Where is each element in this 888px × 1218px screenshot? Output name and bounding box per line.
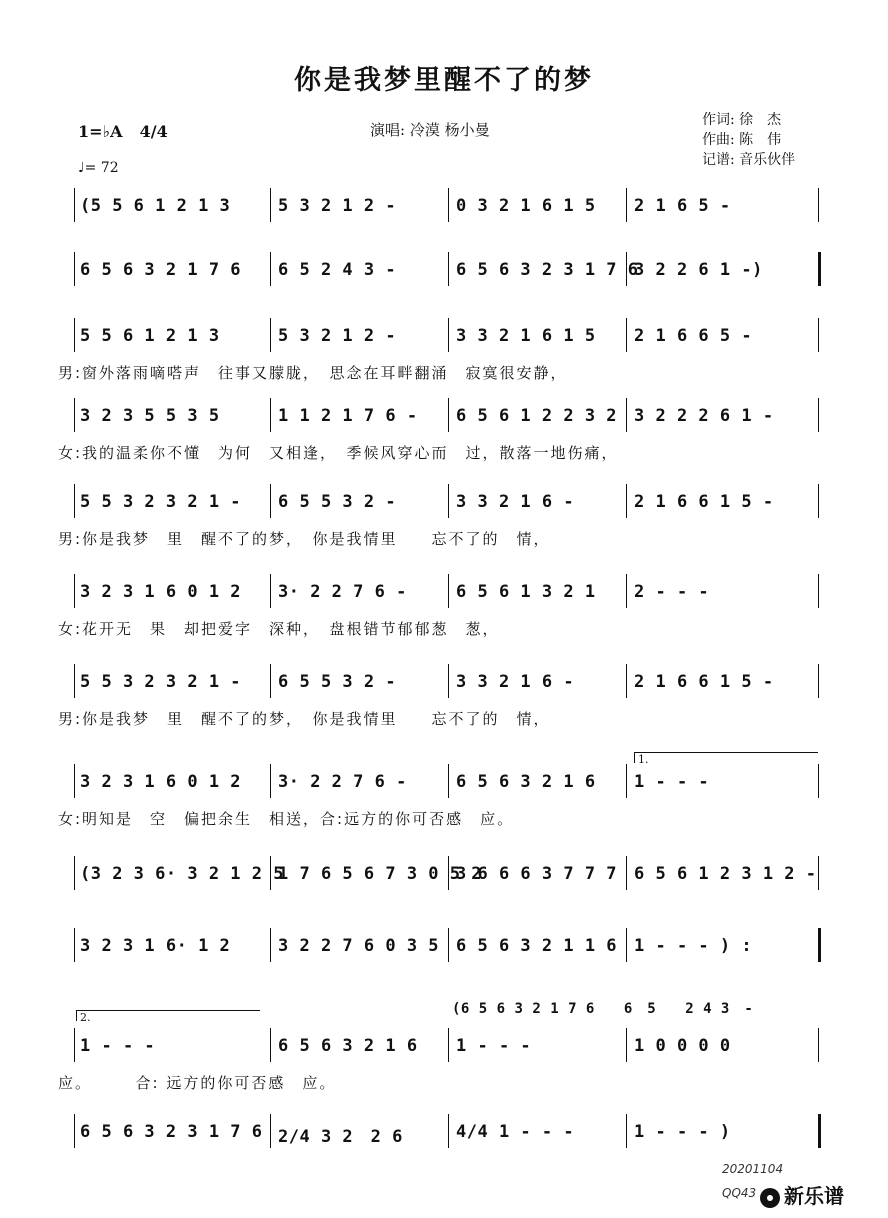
measure: 6 5 6 1 3 2 1	[456, 582, 596, 602]
score-system	[74, 936, 824, 962]
score-system	[74, 326, 824, 352]
measure: 3 2 3 5 5 3 5	[80, 406, 220, 426]
bar-line	[74, 398, 75, 432]
bar-line	[74, 1114, 75, 1148]
measure: 4/4 1 - - -	[456, 1122, 575, 1142]
measure: (3 2 3 6· 3 2 1 2 5	[80, 864, 284, 884]
measure: 2 - - -	[634, 582, 710, 602]
measure: 6 5 6 1 2 3 1 2 -	[634, 864, 817, 884]
bar-line	[626, 928, 627, 962]
measure: 3 3 2 1 6 -	[456, 492, 575, 512]
measure: 6 5 6 1 2 2 3 2	[456, 406, 618, 426]
bar-line	[818, 318, 819, 352]
measure: 3 2 3 1 6· 1 2	[80, 936, 231, 956]
bar-line	[448, 664, 449, 698]
measure: 2 1 6 5 -	[634, 196, 731, 216]
bar-line	[270, 188, 271, 222]
bar-line	[818, 856, 819, 890]
measure: 5 3 2 1 2 -	[278, 326, 397, 346]
bar-line	[74, 764, 75, 798]
footer-qq: QQ43	[722, 1186, 757, 1200]
bar-line	[448, 928, 449, 962]
key-label: 1=♭A	[78, 122, 123, 141]
bar-line	[270, 664, 271, 698]
bar-line	[818, 1028, 819, 1062]
bar-line	[74, 252, 75, 286]
measure: 6 5 6 3 2 1 6	[278, 1036, 418, 1056]
measure: 5 5 3 2 3 2 1 -	[80, 672, 242, 692]
bar-line	[74, 188, 75, 222]
bar-line	[448, 318, 449, 352]
measure: 2/4 3 2 2 6	[278, 1127, 403, 1147]
measure: 3· 2 2 7 6 -	[278, 582, 407, 602]
measure: 5 5 3 2 3 2 1 -	[80, 492, 242, 512]
score-system	[74, 406, 824, 432]
measure: 2 1 6 6 1 5 -	[634, 672, 774, 692]
measure: 6 5 2 4 3 -	[278, 260, 397, 280]
measure: (5 5 6 1 2 1 3	[80, 196, 231, 216]
score-system	[74, 772, 824, 798]
bar-line	[626, 664, 627, 698]
bar-line	[818, 398, 819, 432]
accompaniment-line: (6 5 6 3 2 1 7 6 6 5 2 4 3 -	[452, 1001, 754, 1017]
bar-line	[626, 856, 627, 890]
score-system	[74, 1122, 824, 1148]
bar-line	[270, 398, 271, 432]
score-system	[74, 582, 824, 608]
bar-line	[818, 484, 819, 518]
lyric-line: 男:窗外落雨嘀嗒声 往事又朦胧， 思念在耳畔翻涌 寂寞很安静，	[58, 364, 568, 382]
brand-name: 新乐谱	[784, 1184, 844, 1208]
lyricist-credit: 作词: 徐 杰	[702, 112, 782, 128]
bar-line	[74, 318, 75, 352]
time-signature: 4/4	[139, 122, 168, 141]
bar-line	[270, 484, 271, 518]
score-system	[74, 492, 824, 518]
measure: 6 5 6 3 2 1 7 6	[80, 260, 242, 280]
bar-line	[270, 928, 271, 962]
measure: 6 5 6 3 2 1 6	[456, 772, 596, 792]
measure: 1 7 6 5 6 7 3 0 5 2	[278, 864, 482, 884]
bar-line	[818, 928, 821, 962]
lyric-line: 应。 合: 远方的你可否感 应。	[58, 1074, 337, 1092]
measure: 1 - - -	[80, 1036, 156, 1056]
bar-line	[818, 764, 819, 798]
lyric-line: 女:我的温柔你不懂 为何 又相逢， 季候风穿心而 过，散落一地伤痛，	[58, 444, 619, 462]
measure: 6 5 6 3 2 3 1 7 6	[456, 260, 639, 280]
measure: 1 1 2 1 7 6 -	[278, 406, 418, 426]
measure: 3 2 2 6 1 -)	[634, 260, 763, 280]
measure: 1 - - - ) :	[634, 936, 753, 956]
bar-line	[74, 856, 75, 890]
volta-ending: 1.	[634, 752, 818, 763]
score-system	[74, 260, 824, 286]
measure: 1 - - -	[456, 1036, 532, 1056]
measure: 6 5 6 3 2 3 1 7 6	[80, 1122, 263, 1142]
measure: 3 2 3 1 6 0 1 2	[80, 582, 242, 602]
bar-line	[626, 1114, 627, 1148]
measure: 2 1 6 6 5 -	[634, 326, 753, 346]
bar-line	[448, 1028, 449, 1062]
bar-line	[74, 484, 75, 518]
measure: 6 5 6 3 2 1 1 6	[456, 936, 618, 956]
bar-line	[818, 664, 819, 698]
bar-line	[270, 318, 271, 352]
brand-logo	[760, 1180, 844, 1209]
measure: 5 3 2 1 2 -	[278, 196, 397, 216]
bar-line	[626, 398, 627, 432]
measure: 6 5 5 3 2 -	[278, 492, 397, 512]
bar-line	[448, 252, 449, 286]
measure: 6 5 5 3 2 -	[278, 672, 397, 692]
bar-line	[626, 318, 627, 352]
measure: 3 6 6 6 3 7 7 7	[456, 864, 618, 884]
disc-icon	[760, 1188, 780, 1208]
bar-line	[626, 188, 627, 222]
bar-line	[818, 574, 819, 608]
song-title: 你是我梦里醒不了的梦	[294, 65, 594, 96]
bar-line	[818, 1114, 821, 1148]
measure: 3 3 2 1 6 1 5	[456, 326, 596, 346]
bar-line	[448, 574, 449, 608]
composer-credit: 作曲: 陈 伟	[702, 132, 782, 148]
transcriber-credit: 记谱: 音乐伙伴	[702, 152, 796, 168]
measure: 3 2 3 1 6 0 1 2	[80, 772, 242, 792]
lyric-line: 男:你是我梦 里 醒不了的梦， 你是我情里 忘不了的 情，	[58, 710, 551, 728]
lyric-line: 女:明知是 空 偏把余生 相送，合:远方的你可否感 应。	[58, 810, 515, 828]
lyric-line: 男:你是我梦 里 醒不了的梦， 你是我情里 忘不了的 情，	[58, 530, 551, 548]
measure: 1 - - - )	[634, 1122, 731, 1142]
score-system	[74, 864, 824, 890]
score-system	[74, 196, 824, 222]
measure: 5 5 6 1 2 1 3	[80, 326, 220, 346]
bar-line	[626, 484, 627, 518]
measure: 0 3 2 1 6 1 5	[456, 196, 596, 216]
measure: 2 1 6 6 1 5 -	[634, 492, 774, 512]
bar-line	[448, 484, 449, 518]
lyric-line: 女:花开无 果 却把爱字 深种， 盘根错节郁郁葱 葱，	[58, 620, 500, 638]
bar-line	[74, 928, 75, 962]
footer-date: 20201104	[722, 1162, 784, 1176]
bar-line	[448, 188, 449, 222]
score-system	[74, 672, 824, 698]
key-signature	[78, 122, 168, 141]
measure: 1 - - -	[634, 772, 710, 792]
bar-line	[626, 574, 627, 608]
bar-line	[270, 252, 271, 286]
bar-line	[270, 1028, 271, 1062]
bar-line	[74, 574, 75, 608]
bar-line	[818, 188, 819, 222]
bar-line	[270, 574, 271, 608]
tempo-marking: ♩= 72	[78, 160, 119, 176]
measure: 3 2 2 7 6 0 3 5	[278, 936, 440, 956]
bar-line	[626, 764, 627, 798]
bar-line	[448, 1114, 449, 1148]
measure: 3 2 2 2 6 1 -	[634, 406, 774, 426]
bar-line	[74, 1028, 75, 1062]
measure: 1 0 0 0 0	[634, 1036, 731, 1056]
singer-credit: 演唱: 冷漠 杨小曼	[370, 121, 490, 139]
bar-line	[448, 764, 449, 798]
bar-line	[270, 764, 271, 798]
score-system	[74, 1036, 824, 1062]
credits-block	[702, 110, 795, 170]
bar-line	[270, 1114, 271, 1148]
bar-line	[74, 664, 75, 698]
bar-line	[448, 398, 449, 432]
bar-line	[626, 1028, 627, 1062]
measure: 3· 2 2 7 6 -	[278, 772, 407, 792]
bar-line	[818, 252, 821, 286]
measure: 3 3 2 1 6 -	[456, 672, 575, 692]
volta-ending: 2.	[76, 1010, 260, 1021]
